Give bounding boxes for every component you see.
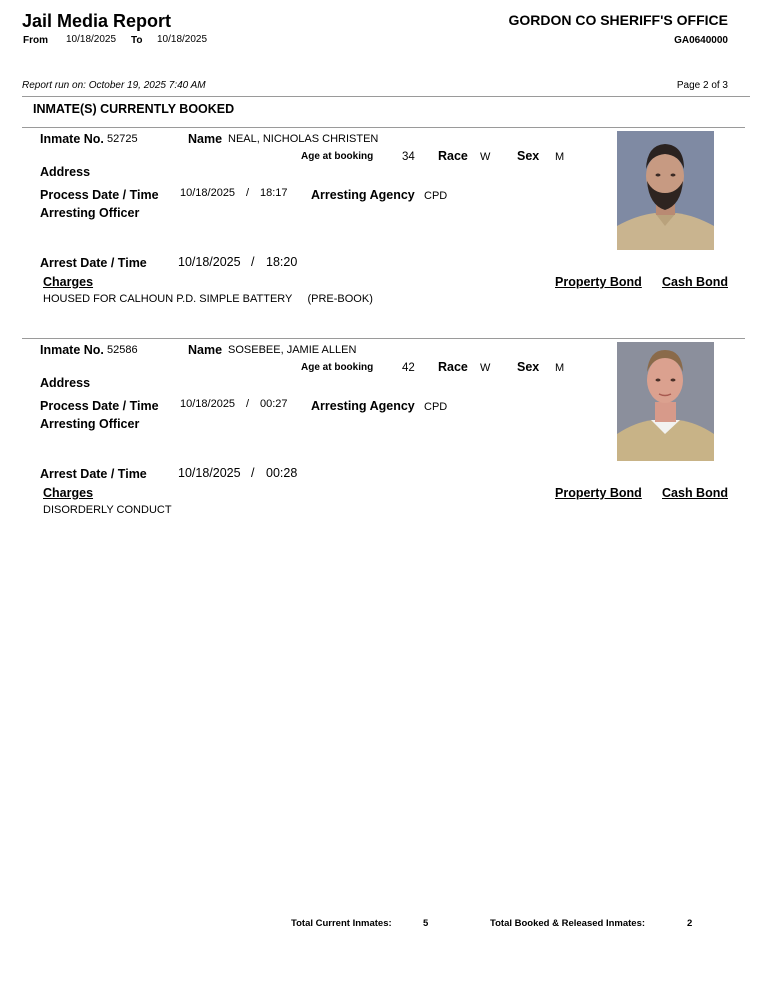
agency-code: GA0640000 xyxy=(674,35,728,46)
property-bond-label: Property Bond xyxy=(555,275,642,289)
arrest-time-value: 00:28 xyxy=(266,466,298,480)
arresting-agency-label: Arresting Agency xyxy=(311,188,415,202)
arresting-agency-value: CPD xyxy=(424,401,448,413)
process-date-value: 10/18/2025 xyxy=(180,398,236,410)
cash-bond-label: Cash Bond xyxy=(662,275,728,289)
race-label: Race xyxy=(438,360,468,374)
from-label: From xyxy=(23,35,48,46)
inmate-photo xyxy=(617,131,714,250)
inmate-no-value: 52586 xyxy=(107,344,138,356)
from-date: 10/18/2025 xyxy=(66,34,117,45)
name-label: Name xyxy=(188,132,223,146)
agency-name: GORDON CO SHERIFF'S OFFICE xyxy=(508,12,728,28)
sex-label: Sex xyxy=(517,149,540,163)
section-title: INMATE(S) CURRENTLY BOOKED xyxy=(33,102,235,116)
race-label: Race xyxy=(438,149,468,163)
process-date-label: Process Date / Time xyxy=(40,399,159,413)
age-label: Age at booking xyxy=(301,362,374,373)
mugshot-image xyxy=(617,131,714,250)
inmate-photo xyxy=(617,342,714,461)
sex-value: M xyxy=(555,362,565,374)
address-label: Address xyxy=(40,376,91,390)
process-sep: / xyxy=(246,187,250,199)
arresting-officer-label: Arresting Officer xyxy=(40,206,140,220)
sex-value: M xyxy=(555,151,565,163)
charges-label: Charges xyxy=(43,275,94,289)
total-current-value: 5 xyxy=(423,918,429,929)
inmate-no-label: Inmate No. xyxy=(40,343,104,357)
total-current-label: Total Current Inmates: xyxy=(291,918,392,929)
arrest-sep: / xyxy=(251,255,255,269)
arresting-officer-label: Arresting Officer xyxy=(40,417,140,431)
to-date: 10/18/2025 xyxy=(157,34,208,45)
age-label: Age at booking xyxy=(301,151,374,162)
process-date-value: 10/18/2025 xyxy=(180,187,236,199)
section-divider xyxy=(22,127,745,128)
cash-bond-label: Cash Bond xyxy=(662,486,728,500)
inmate-no-label: Inmate No. xyxy=(40,132,104,146)
name-value: NEAL, NICHOLAS CHRISTEN xyxy=(228,133,379,145)
arrest-date-value: 10/18/2025 xyxy=(178,466,241,480)
process-sep: / xyxy=(246,398,250,410)
inmate-no-value: 52725 xyxy=(107,133,138,145)
race-value: W xyxy=(480,362,491,374)
charges-value: DISORDERLY CONDUCT xyxy=(43,504,172,516)
age-value: 42 xyxy=(402,362,415,374)
process-date-label: Process Date / Time xyxy=(40,188,159,202)
arresting-agency-label: Arresting Agency xyxy=(311,399,415,413)
arrest-date-label: Arrest Date / Time xyxy=(40,467,147,481)
record-divider xyxy=(22,338,745,339)
charges-value: HOUSED FOR CALHOUN P.D. SIMPLE BATTERY (PRE-BOOK) xyxy=(43,293,373,305)
charges-label: Charges xyxy=(43,486,94,500)
race-value: W xyxy=(480,151,491,163)
sex-label: Sex xyxy=(517,360,540,374)
report-title: Jail Media Report xyxy=(22,11,172,31)
arresting-agency-value: CPD xyxy=(424,190,448,202)
name-label: Name xyxy=(188,343,223,357)
property-bond-label: Property Bond xyxy=(555,486,642,500)
address-label: Address xyxy=(40,165,91,179)
process-time-value: 18:17 xyxy=(260,187,288,199)
mugshot-image xyxy=(617,342,714,461)
age-value: 34 xyxy=(402,151,415,163)
header-divider xyxy=(22,96,750,97)
arrest-sep: / xyxy=(251,466,255,480)
arrest-date-label: Arrest Date / Time xyxy=(40,256,147,270)
total-booked-released-label: Total Booked & Released Inmates: xyxy=(490,918,646,929)
process-time-value: 00:27 xyxy=(260,398,288,410)
report-run-date: Report run on: October 19, 2025 7:40 AM xyxy=(22,80,206,91)
page-number: Page 2 of 3 xyxy=(676,80,728,91)
arrest-time-value: 18:20 xyxy=(266,255,298,269)
arrest-date-value: 10/18/2025 xyxy=(178,255,241,269)
total-booked-released-value: 2 xyxy=(687,918,693,929)
to-label: To xyxy=(131,35,143,46)
name-value: SOSEBEE, JAMIE ALLEN xyxy=(228,344,357,356)
